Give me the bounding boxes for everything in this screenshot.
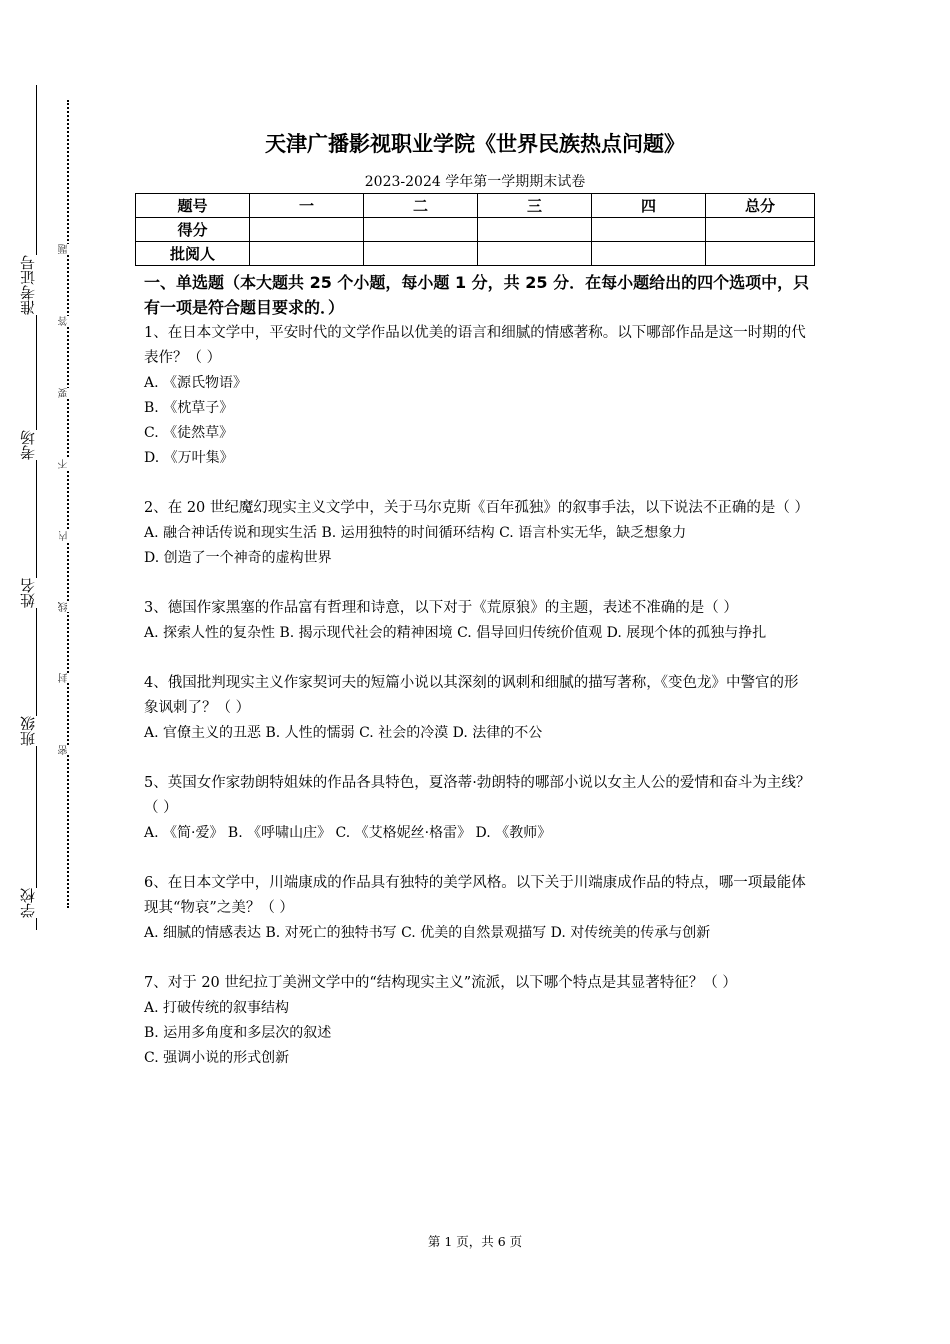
section-heading: 一、单选题（本大题共 25 个小题，每小题 1 分，共 25 分．在每小题给出的四个选项中，只有一项是符合题目要求的．）: [144, 273, 810, 317]
grader-cell[interactable]: [592, 242, 706, 266]
question-stem: 6、在日本文学中，川端康成的作品具有独特的美学风格。以下关于川端康成作品的特点，哪一项最能体现其“物哀”之美？（ ）: [144, 875, 806, 916]
question-6: [144, 871, 812, 946]
question-stem: 5、英国女作家勃朗特姐妹的作品各具特色，夏洛蒂·勃朗特的哪部小说以女主人公的爱情和奋斗为主线？（ ）: [144, 775, 811, 816]
exam-content: [144, 270, 812, 1071]
page-footer: 第 1 页，共 6 页: [427, 1234, 523, 1249]
option-b: B. 运用多角度和多层次的叙述: [144, 1025, 332, 1041]
row-label-question-number: 题号: [136, 194, 250, 218]
score-cell[interactable]: [478, 218, 592, 242]
score-cell[interactable]: [250, 218, 364, 242]
options-line: A. 官僚主义的丑恶 B. 人性的懦弱 C. 社会的冷漠 D. 法律的不公: [144, 725, 543, 741]
binding-solid-line: [36, 85, 37, 930]
grader-cell[interactable]: [250, 242, 364, 266]
score-table-score-row: [136, 218, 815, 242]
question-stem: 1、在日本文学中，平安时代的文学作品以优美的语言和细腻的情感著称。以下哪部作品是这一时期的代表作？（ ）: [144, 325, 806, 366]
question-2: [144, 496, 812, 571]
column-header: 一: [250, 194, 364, 218]
seal-char: 封: [59, 673, 75, 683]
option-a: A. 打破传统的叙事结构: [144, 1000, 290, 1016]
question-1: [144, 321, 812, 471]
question-stem: 4、俄国批判现实主义作家契诃夫的短篇小说以其深刻的讽刺和细腻的描写著称，《变色龙》中警官的形象讽刺了？（ ）: [144, 675, 799, 716]
seal-char: 不: [59, 459, 75, 469]
grader-cell[interactable]: [706, 242, 815, 266]
exam-room-label: 考场: [20, 430, 44, 460]
option-c: C. 《徒然草》: [144, 425, 234, 441]
name-label: 姓名: [20, 578, 44, 608]
options-line: A. 《简·爱》 B. 《呼啸山庄》 C. 《艾格妮丝·格雷》 D. 《教师》: [144, 825, 552, 841]
column-header: 二: [364, 194, 478, 218]
column-header: 三: [478, 194, 592, 218]
question-stem: 7、对于 20 世纪拉丁美洲文学中的“结构现实主义”流派，以下哪个特点是其显著特征？（ ）: [144, 975, 737, 991]
score-table: [135, 193, 815, 266]
row-label-grader: 批阅人: [136, 242, 250, 266]
seal-char: 题: [59, 244, 75, 254]
question-4: [144, 671, 812, 746]
seal-char: 密: [59, 745, 75, 755]
option-b: B. 《枕草子》: [144, 400, 234, 416]
question-stem: 3、德国作家黑塞的作品富有哲理和诗意，以下对于《荒原狼》的主题，表述不准确的是（ ）: [144, 600, 738, 616]
question-7: [144, 971, 812, 1071]
page-title: 天津广播影视职业学院《世界民族热点问题》: [265, 132, 685, 156]
grader-cell[interactable]: [478, 242, 592, 266]
question-5: [144, 771, 812, 846]
score-cell[interactable]: [706, 218, 815, 242]
question-stem: 2、在 20 世纪魔幻现实主义文学中，关于马尔克斯《百年孤独》的叙事手法，以下说法不正确的是（ ）: [144, 500, 809, 516]
grader-cell[interactable]: [364, 242, 478, 266]
school-label: 学校: [20, 888, 44, 918]
options-line: A. 融合神话传说和现实生活 B. 运用独特的时间循环结构 C. 语言朴实无华，缺乏想象力: [144, 525, 687, 541]
page-subtitle: 2023-2024 学年第一学期期末试卷: [364, 174, 586, 190]
column-header: 总分: [706, 194, 815, 218]
seal-char: 内: [59, 531, 75, 541]
score-cell[interactable]: [364, 218, 478, 242]
score-cell[interactable]: [592, 218, 706, 242]
option-d: D. 《万叶集》: [144, 450, 234, 466]
class-label: 班级: [20, 716, 44, 746]
question-3: [144, 596, 812, 646]
score-table-header-row: [136, 194, 815, 218]
binding-dotted-line: [67, 100, 69, 908]
seal-char: 答: [59, 316, 75, 326]
score-table-grader-row: [136, 242, 815, 266]
seal-char: 线: [59, 602, 75, 612]
options-line: A. 探索人性的复杂性 B. 揭示现代社会的精神困境 C. 倡导回归传统价值观 D. 展现个体的孤独与挣扎: [144, 625, 767, 641]
exam-number-label: 准考证号: [20, 255, 44, 315]
option-c: C. 强调小说的形式创新: [144, 1050, 290, 1066]
seal-char: 要: [59, 388, 75, 398]
option-a: A. 《源氏物语》: [144, 375, 248, 391]
options-line: A. 细腻的情感表达 B. 对死亡的独特书写 C. 优美的自然景观描写 D. 对传统美的传承与创新: [144, 925, 711, 941]
column-header: 四: [592, 194, 706, 218]
binding-margin: [0, 0, 110, 1344]
row-label-score: 得分: [136, 218, 250, 242]
options-line: D. 创造了一个神奇的虚构世界: [144, 550, 332, 566]
